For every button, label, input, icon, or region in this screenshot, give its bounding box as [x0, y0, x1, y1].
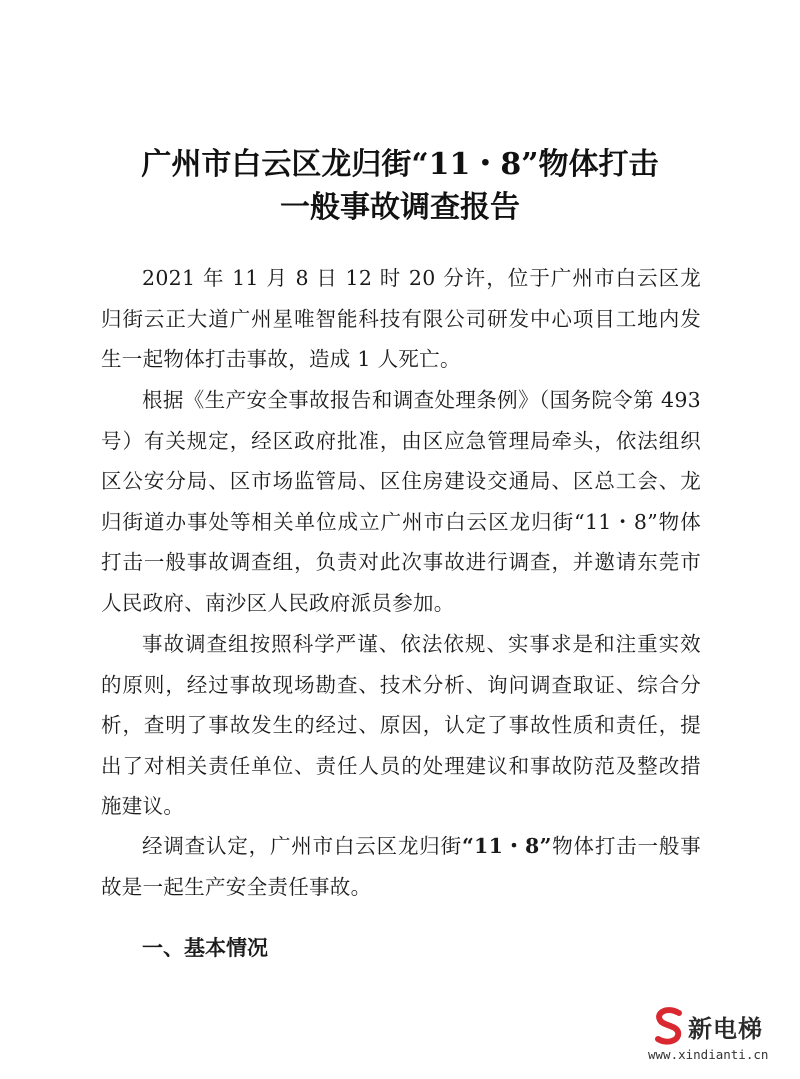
document-title-line-2: 一般事故调查报告: [280, 190, 520, 225]
conclusion-text-part2: 物体打击一般事故是一起生产安全责任事故。: [101, 834, 701, 899]
site-watermark: [642, 1001, 792, 1073]
document-title-line-1: 广州市白云区龙归街“11・8”物体打击: [141, 147, 659, 182]
paragraph-incident-summary: 2021 年 11 月 8 日 12 时 20 分许，位于广州市白云区龙归街云正大道广州星唯智能科技有限公司研发中心项目工地内发生一起物体打击事故，造成 1 人死亡。: [101, 266, 701, 371]
section-heading-basic-info: 一、基本情况: [142, 936, 268, 960]
watermark-brand-name: 新电梯: [688, 1015, 763, 1043]
paragraph-conclusion: [101, 826, 701, 907]
conclusion-text-part1: 经调查认定，广州市白云区龙归街: [142, 834, 462, 858]
red-s-logo-icon: [652, 1007, 686, 1045]
paragraph-investigation-basis: 根据《生产安全事故报告和调查处理条例》（国务院令第 493 号）有关规定，经区政府批准，由区应急管理局牵头，依法组织区公安分局、区市场监管局、区住房建设交通局、区总工会、龙归街道办事处等相关单位成立广州市白云区龙归街“11・8”物体打击一般事故调查组，负责对此次事故进行调查，并邀请东莞市人民政府、南沙区人民政府派员参加。: [101, 388, 701, 615]
watermark-url: www.xindianti.cn: [648, 1047, 769, 1062]
paragraph-investigation-principles: 事故调查组按照科学严谨、依法依规、实事求是和注重实效的原则，经过事故现场勘查、技术分析、询问调查取证、综合分析，查明了事故发生的经过、原因，认定了事故性质和责任，提出了对相关责任单位、责任人员的处理建议和事故防范及整改措施建议。: [101, 632, 701, 818]
conclusion-event-tag: “11・8”: [461, 834, 552, 858]
